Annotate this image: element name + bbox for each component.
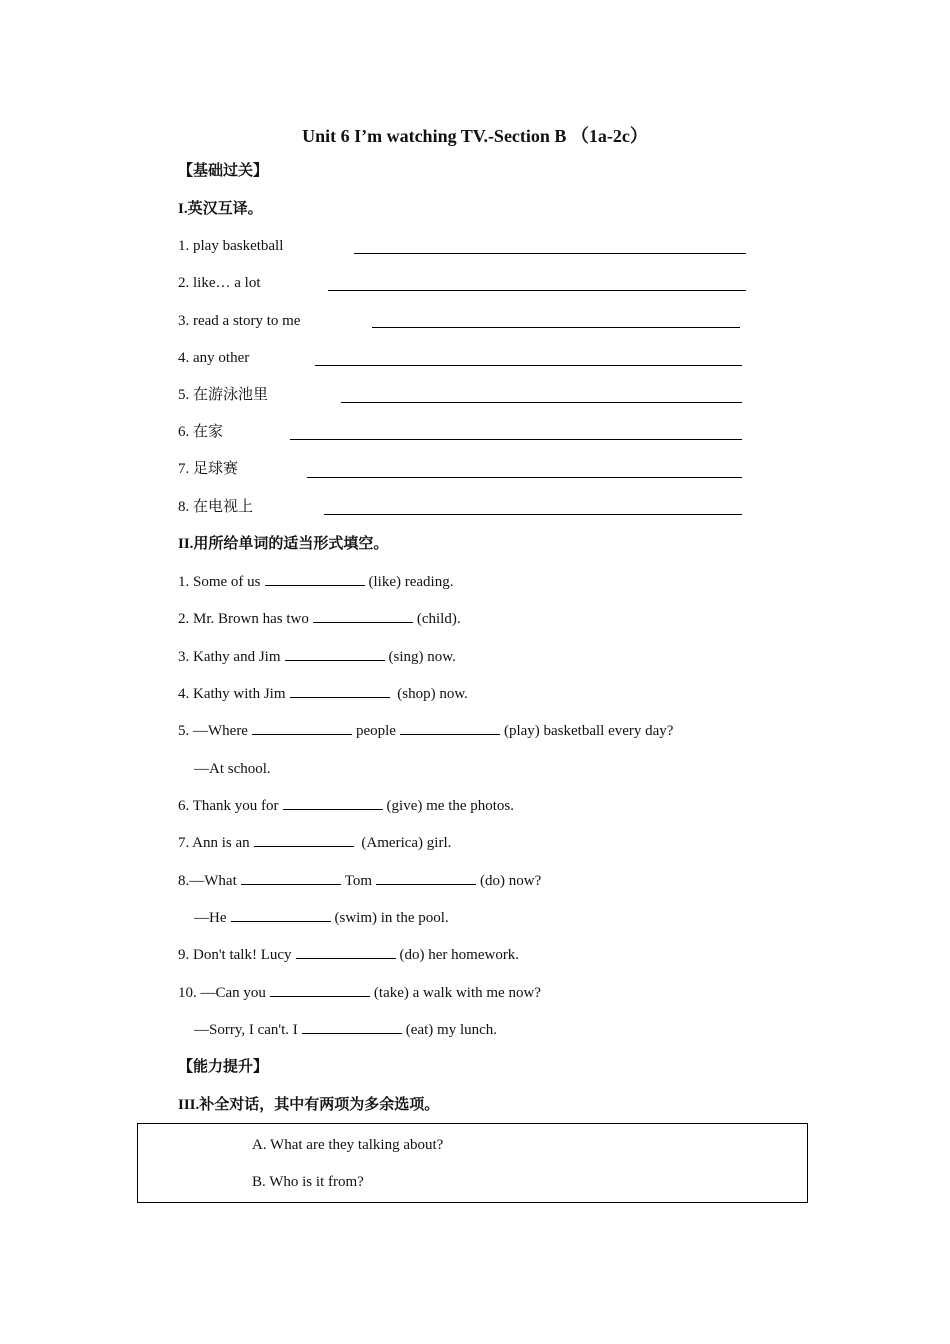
- answer-line-2[interactable]: [328, 290, 746, 291]
- q5-blank-2[interactable]: [400, 719, 500, 735]
- q2-text-a: 2. Mr. Brown has two: [178, 611, 309, 627]
- q4-text-b: (shop) now.: [397, 686, 468, 702]
- part2-q1: [178, 570, 453, 594]
- part2-q7: [178, 831, 451, 855]
- q8-text-c: (do) now?: [480, 873, 542, 889]
- answer-line-8[interactable]: [324, 514, 742, 515]
- answer-line-3[interactable]: [372, 327, 740, 328]
- part2-q4: [178, 682, 468, 706]
- q8-reply-b: (swim) in the pool.: [334, 910, 449, 926]
- answer-line-4[interactable]: [315, 365, 742, 366]
- q3-blank[interactable]: [285, 645, 385, 661]
- part1-item-6: 6. 在家: [178, 424, 224, 440]
- q8-reply-blank[interactable]: [231, 906, 331, 922]
- q7-text-b: (America) girl.: [361, 835, 452, 851]
- q5-blank-1[interactable]: [252, 719, 352, 735]
- q10-text-a: 10. —Can you: [178, 985, 266, 1001]
- option-b: B. Who is it from?: [252, 1174, 364, 1190]
- answer-line-6[interactable]: [290, 439, 742, 440]
- q9-blank[interactable]: [296, 943, 396, 959]
- q10-blank[interactable]: [270, 981, 370, 997]
- q5-reply: —At school.: [194, 761, 271, 777]
- q8-blank-1[interactable]: [241, 869, 341, 885]
- part2-q9: [178, 943, 519, 967]
- q7-blank[interactable]: [254, 831, 354, 847]
- part1-item-1: 1. play basketball: [178, 238, 284, 254]
- q4-blank[interactable]: [290, 682, 390, 698]
- q10-reply-a: —Sorry, I can't. I: [194, 1022, 298, 1038]
- part1-item-4: 4. any other: [178, 350, 250, 366]
- q8-reply: [194, 906, 449, 930]
- part2-q8: [178, 869, 541, 893]
- part2-q5: [178, 719, 673, 743]
- q3-text-a: 3. Kathy and Jim: [178, 649, 281, 665]
- q6-text-b: (give) me the photos.: [386, 798, 515, 814]
- part2-q6: [178, 794, 514, 818]
- option-a: A. What are they talking about?: [252, 1137, 444, 1153]
- q9-text-b: (do) her homework.: [399, 947, 520, 963]
- q8-reply-a: —He: [194, 910, 227, 926]
- q5-text-c: (play) basketball every day?: [503, 723, 674, 739]
- q2-text-b: (child).: [416, 611, 461, 627]
- q4-text-a: 4. Kathy with Jim: [178, 686, 286, 702]
- q6-text-a: 6. Thank you for: [178, 798, 279, 814]
- q10-reply-blank[interactable]: [302, 1018, 402, 1034]
- q8-text-b: Tom: [344, 873, 373, 889]
- part2-q10: [178, 981, 541, 1005]
- part3-heading: III.补全对话，其中有两项为多余选项。: [178, 1097, 440, 1113]
- q5-text-a: 5. —Where: [178, 723, 248, 739]
- q10-reply-b: (eat) my lunch.: [405, 1022, 498, 1038]
- q8-text-a: 8.—What: [178, 873, 237, 889]
- q2-blank[interactable]: [313, 607, 413, 623]
- part1-item-7: 7. 足球赛: [178, 461, 239, 477]
- answer-line-1[interactable]: [354, 253, 746, 254]
- q9-text-a: 9. Don't talk! Lucy: [178, 947, 292, 963]
- part2-heading: II.用所给单词的适当形式填空。: [178, 536, 389, 552]
- q1-text-a: 1. Some of us: [178, 574, 261, 590]
- q7-text-a: 7. Ann is an: [178, 835, 250, 851]
- q6-blank[interactable]: [283, 794, 383, 810]
- q3-text-b: (sing) now.: [388, 649, 456, 665]
- part1-item-5: 5. 在游泳池里: [178, 387, 269, 403]
- q10-text-b: (take) a walk with me now?: [373, 985, 541, 1001]
- q8-blank-2[interactable]: [376, 869, 476, 885]
- page-title: Unit 6 I’m watching TV.-Section B （1a-2c）: [302, 126, 648, 146]
- q5-text-b: people: [355, 723, 396, 739]
- options-box: [137, 1123, 808, 1203]
- part2-q2: [178, 607, 461, 631]
- answer-line-7[interactable]: [307, 477, 742, 478]
- part1-item-3: 3. read a story to me: [178, 313, 301, 329]
- section-basic-heading: 【基础过关】: [178, 163, 269, 179]
- part1-item-2: 2. like… a lot: [178, 275, 261, 291]
- answer-line-5[interactable]: [341, 402, 742, 403]
- part1-item-8: 8. 在电视上: [178, 499, 254, 515]
- q1-text-b: (like) reading.: [368, 574, 454, 590]
- q10-reply: [194, 1018, 497, 1042]
- q1-blank[interactable]: [265, 570, 365, 586]
- part1-heading: I.英汉互译。: [178, 201, 263, 217]
- section-advanced-heading: 【能力提升】: [178, 1059, 269, 1075]
- part2-q3: [178, 645, 456, 669]
